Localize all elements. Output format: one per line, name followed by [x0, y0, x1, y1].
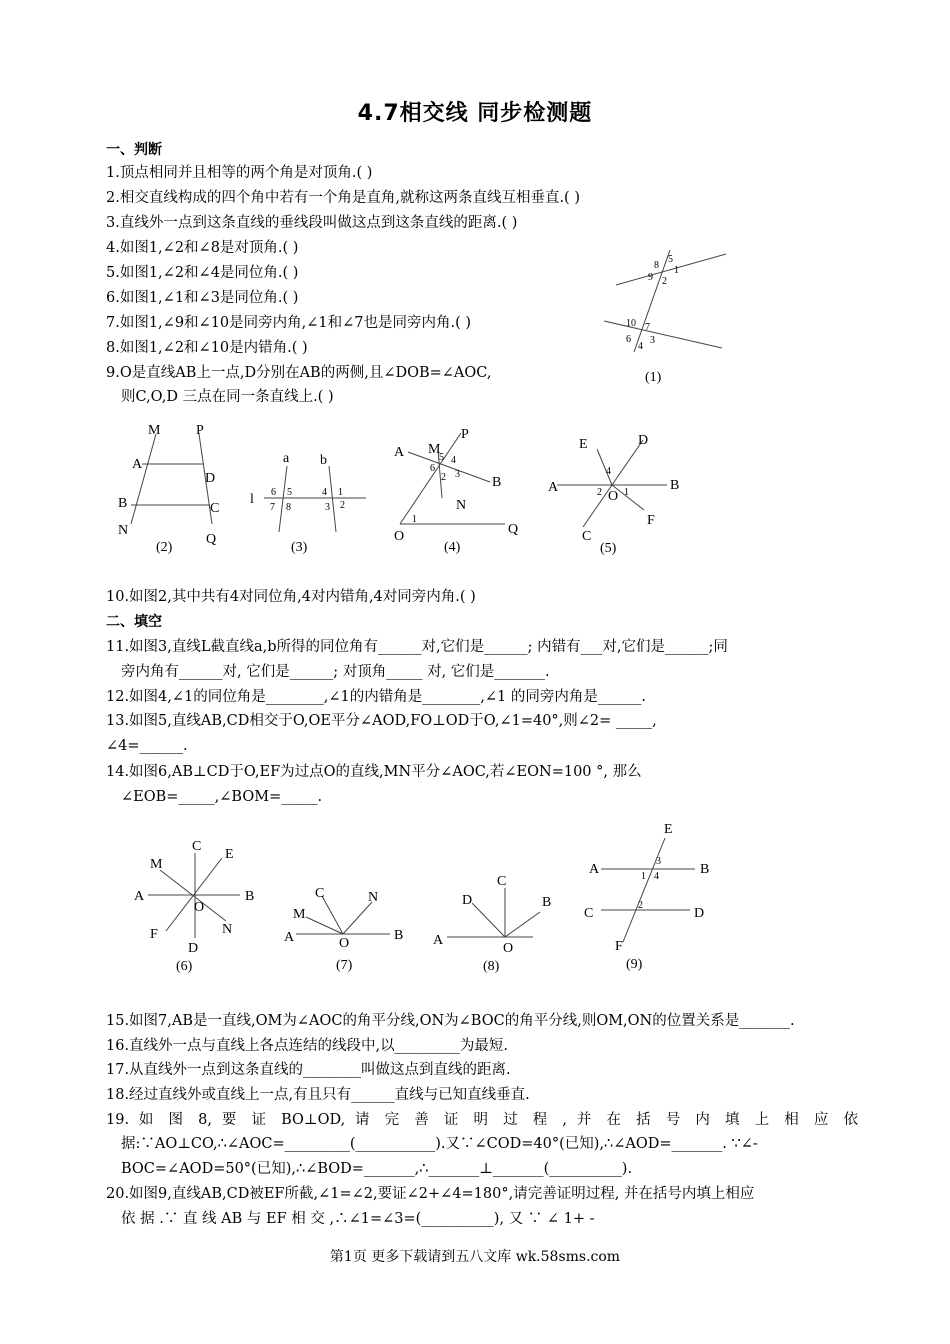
fig3-label: b — [320, 453, 327, 468]
fig8-label: B — [542, 895, 552, 910]
fig3-label: 8 — [286, 502, 291, 513]
fig7-label: C — [315, 886, 325, 901]
fig5-label: A — [548, 480, 559, 495]
question-14-line1: 14.如图6,AB⊥CD于O,EF为过点O的直线,MN平分∠AOC,若∠EON=100 °, 那么 — [106, 764, 642, 780]
fig3-caption: (3) — [291, 540, 308, 555]
fig6-label: O — [194, 900, 205, 915]
fig5-label: F — [647, 513, 655, 528]
fig9-caption: (9) — [626, 957, 643, 972]
fig3-label: 7 — [270, 502, 275, 513]
fig5-label: O — [608, 489, 619, 504]
fig4-label: 2 — [441, 472, 446, 483]
fig9-label: 2 — [638, 900, 643, 911]
question-16: 16.直线外一点与直线上各点连结的线段中,以_________为最短. — [106, 1038, 509, 1054]
question-7: 7.如图1,∠9和∠10是同旁内角,∠1和∠7也是同旁内角.( ) — [106, 315, 472, 331]
fig1-label: 5 — [668, 254, 673, 265]
fig5-caption: (5) — [600, 541, 617, 556]
fig4-label: 5 — [439, 452, 444, 463]
fig1-label: 8 — [654, 260, 659, 271]
fig4-caption: (4) — [444, 540, 461, 555]
question-10: 10.如图2,其中共有4对同位角,4对内错角,4对同旁内角.( ) — [106, 589, 476, 605]
fig4-label: 6 — [430, 463, 435, 474]
question-19-line3: BOC=∠AOD=50°(已知),∴∠BOD=_______,∴_______⊥_______(__________). — [121, 1161, 633, 1177]
fig5-label: 4 — [606, 466, 611, 477]
question-13-line2: ∠4=______. — [106, 738, 188, 754]
fig1-label: 3 — [650, 335, 655, 346]
question-11-line2: 旁内角有______对, 它们是______; 对顶角_____ 对, 它们是_______. — [121, 664, 550, 680]
fig5-label: 2 — [597, 487, 602, 498]
fig6-label: B — [245, 889, 255, 904]
fig4-label: 1 — [412, 514, 417, 525]
fig6-caption: (6) — [176, 959, 193, 974]
question-2: 2.相交直线构成的四个角中若有一个角是直角,就称这两条直线互相垂直.( ) — [106, 190, 580, 206]
figure-5 — [548, 433, 679, 556]
fig9-label: 1 — [641, 871, 646, 882]
fig8-label: A — [433, 933, 444, 948]
fig4-label: O — [394, 529, 405, 544]
fig3-label: 3 — [325, 502, 330, 513]
fig2-label: M — [148, 423, 161, 438]
fig8-label: O — [503, 941, 514, 956]
fig2-label: B — [118, 496, 128, 511]
fig1-label: 7 — [645, 322, 650, 333]
section-judge-heading: 一、判断 — [106, 142, 162, 158]
fig1-label: 9 — [648, 272, 653, 283]
fig2-label: N — [118, 523, 129, 538]
fig3-label: 6 — [271, 487, 276, 498]
question-12: 12.如图4,∠1的同位角是________,∠1的内错角是________,∠1 的同旁内角是______. — [106, 689, 646, 705]
fig1-label: 1 — [674, 265, 679, 276]
figure-4 — [394, 427, 518, 555]
question-20-line2: 依 据 .∵ 直 线 AB 与 EF 相 交 ,∴∠1=∠3=(__________), 又 ∵ ∠ 1+ - — [121, 1211, 595, 1227]
fig3-label: 5 — [287, 487, 292, 498]
fig5-label: E — [579, 437, 588, 452]
figure-8 — [433, 874, 551, 974]
question-11-line1: 11.如图3,直线L截直线a,b所得的同位角有______对,它们是______; 内错有___对,它们是______;同 — [106, 639, 728, 655]
question-19-line2: 据:∵AO⊥CO,∴∠AOC=_________(___________).又∵∠COD=40°(已知),∴∠AOD=_______. ∵∠- — [121, 1136, 758, 1152]
fig2-label: Q — [206, 532, 217, 547]
fig1-label: 6 — [626, 334, 631, 345]
fig7-label: N — [368, 890, 379, 905]
fig9-label: B — [700, 862, 710, 877]
fig6-label: E — [225, 847, 234, 862]
figure-7 — [284, 886, 403, 973]
question-17: 17.从直线外一点到这条直线的________叫做这点到直线的距离. — [106, 1062, 511, 1078]
fig6-label: F — [150, 927, 158, 942]
question-14-line2: ∠EOB=_____,∠BOM=_____. — [121, 789, 323, 805]
fig2-label: C — [210, 501, 220, 516]
fig8-label: C — [497, 874, 507, 889]
fig3-label: a — [283, 451, 290, 466]
fig4-label: 4 — [451, 455, 456, 466]
fig1-label: 4 — [638, 341, 643, 352]
fig7-caption: (7) — [336, 958, 353, 973]
fig2-label: A — [132, 457, 143, 472]
fig6-label: M — [150, 857, 163, 872]
fig3-label: l — [250, 492, 254, 507]
figure-6 — [134, 839, 254, 974]
question-9-line1: 9.O是直线AB上一点,D分别在AB的两侧,且∠DOB=∠AOC, — [106, 365, 492, 381]
question-19-line1: 19. 如 图 8, 要 证 BO⊥OD, 请 完 善 证 明 过 程 , 并 在 括 号 内 填 上 相 应 依 — [106, 1112, 858, 1128]
fig7-label: M — [293, 907, 306, 922]
fig6-label: C — [192, 839, 202, 854]
fig5-label: C — [582, 529, 592, 544]
question-20-line1: 20.如图9,直线AB,CD被EF所截,∠1=∠2,要证∠2+∠4=180°,请完善证明过程, 并在括号内填上相应 — [106, 1186, 755, 1202]
section-fill-heading: 二、填空 — [106, 614, 162, 630]
question-6: 6.如图1,∠1和∠3是同位角.( ) — [106, 290, 299, 306]
question-4: 4.如图1,∠2和∠8是对顶角.( ) — [106, 240, 299, 256]
fig4-label: M — [428, 442, 441, 457]
question-5: 5.如图1,∠2和∠4是同位角.( ) — [106, 265, 299, 281]
fig3-label: 1 — [338, 487, 343, 498]
fig1-label: 2 — [662, 276, 667, 287]
question-13-line1: 13.如图5,直线AB,CD相交于O,OE平分∠AOD,FO⊥OD于O,∠1=40°,则∠2= _____, — [106, 713, 657, 729]
question-1: 1.顶点相同并且相等的两个角是对顶角.( ) — [106, 165, 373, 181]
fig9-label: D — [694, 906, 705, 921]
fig6-label: D — [188, 941, 199, 956]
fig4-label: Q — [508, 522, 519, 537]
fig7-label: O — [339, 936, 350, 951]
fig4-label: B — [492, 475, 502, 490]
fig4-label: 3 — [455, 469, 460, 480]
fig3-label: 4 — [322, 487, 327, 498]
fig2-caption: (2) — [156, 540, 173, 555]
fig4-label: A — [394, 445, 405, 460]
fig8-caption: (8) — [483, 959, 500, 974]
fig4-label: P — [461, 427, 469, 442]
fig9-label: F — [615, 939, 623, 954]
fig2-label: P — [196, 423, 204, 438]
question-9-line2: 则C,O,D 三点在同一条直线上.( ) — [121, 389, 334, 405]
fig6-label: A — [134, 889, 145, 904]
question-15: 15.如图7,AB是一直线,OM为∠AOC的角平分线,ON为∠BOC的角平分线,则OM,ON的位置关系是_______. — [106, 1013, 795, 1029]
fig5-label: B — [670, 478, 680, 493]
fig9-label: C — [584, 906, 594, 921]
question-8: 8.如图1,∠2和∠10是内错角.( ) — [106, 340, 308, 356]
fig8-label: D — [462, 893, 473, 908]
figure-9 — [584, 822, 709, 972]
fig5-label: 1 — [624, 487, 629, 498]
fig4-label: N — [456, 498, 467, 513]
fig6-label: N — [222, 922, 233, 937]
question-3: 3.直线外一点到这条直线的垂线段叫做这点到这条直线的距离.( ) — [106, 215, 518, 231]
question-18: 18.经过直线外或直线上一点,有且只有______直线与已知直线垂直. — [106, 1087, 530, 1103]
fig3-label: 2 — [340, 500, 345, 511]
fig5-label: D — [638, 433, 649, 448]
fig7-label: B — [394, 928, 404, 943]
figure-3 — [250, 451, 345, 555]
fig9-label: 3 — [656, 856, 661, 867]
fig1-label: 10 — [626, 318, 636, 329]
fig9-label: A — [589, 862, 600, 877]
page-title: 4.7相交线 同步检测题 — [357, 101, 593, 126]
fig9-label: E — [664, 822, 673, 837]
fig7-label: A — [284, 930, 295, 945]
page-footer: 第1页 更多下载请到五八文库 wk.58sms.com — [329, 1249, 621, 1265]
fig9-label: 4 — [654, 871, 659, 882]
fig2-label: D — [205, 471, 216, 486]
figure-2 — [118, 423, 219, 555]
fig1-caption: (1) — [645, 370, 662, 385]
